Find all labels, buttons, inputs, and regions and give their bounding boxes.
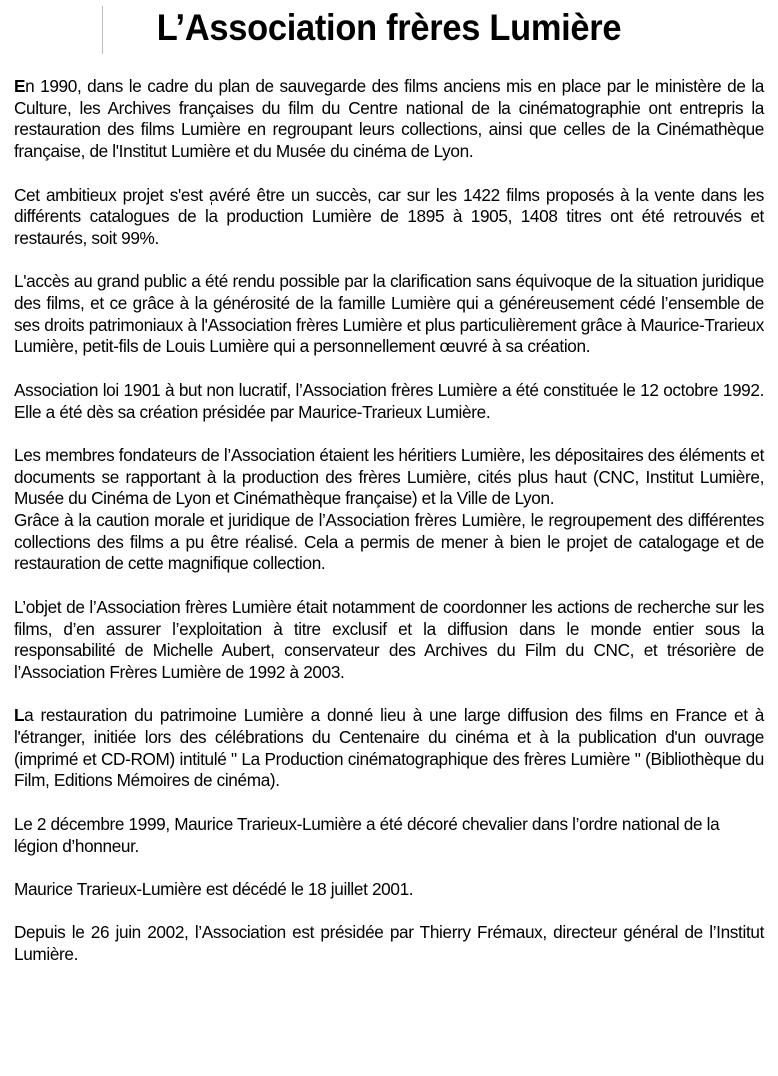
paragraph-founding-members bbox=[14, 445, 764, 510]
paragraph-text: Le 2 décembre 1999, Maurice Trarieux-Lumière a été décoré chevalier dans l’ordre national de la légion d’honneur. bbox=[14, 813, 720, 856]
paragraph-legion-honneur bbox=[14, 814, 764, 857]
paragraph-text: Association loi 1901 à but non lucratif, l’Association frères Lumière a été constituée le 12 octobre 1992. Elle a été dès sa création présidée par Maurice-Trarieux Lumière. bbox=[14, 379, 764, 422]
paragraph-project-success bbox=[14, 185, 764, 250]
paragraph-diffusion bbox=[14, 705, 764, 792]
paragraph-death bbox=[14, 879, 764, 901]
paragraph-text: L’objet de l’Association frères Lumière était notamment de coordonner les actions de recherche sur les films, d’en assurer l’exploitation à titre exclusif et la diffusion dans le monde entier sous la responsabilité de Michelle Aubert, conservateur des Archives du Film du CNC, et trésorière de l’Association Frères Lumière de 1992 à 2003. bbox=[14, 596, 764, 682]
paragraph-public-access bbox=[14, 271, 764, 358]
document-body bbox=[14, 76, 764, 966]
paragraph-text: Cet ambitieux projet s'est avéré être un succès, car sur les 1422 films proposés à la vente dans les différents catalogues de la production Lumière de 1895 à 1905, 1408 titres ont été retrouvés et restaurés, soit 99%. bbox=[14, 184, 764, 248]
paragraph-text: Depuis le 26 juin 2002, l’Association est présidée par Thierry Frémaux, directeur général de l’Institut Lumière. bbox=[14, 922, 764, 964]
paragraph-moral-guarantee bbox=[14, 510, 764, 575]
paragraph-text: Grâce à la caution morale et juridique de l’Association frères Lumière, le regroupement des différentes collections des films a pu être réalisé. Cela a permis de mener à bien le projet de catalogage et de restauration de cette magnifique collection. bbox=[14, 510, 764, 574]
paragraph-presidency-2002 bbox=[14, 922, 764, 965]
paragraph-text: n 1990, dans le cadre du plan de sauvegarde des films anciens mis en place par le ministère de la Culture, les Archives françaises du film du Centre national de la cinématographie ont entrepris la restauration des films Lumière en regroupant leurs collections, ainsi que celles de la Cinémathèque française, de l'Institut Lumière et du Musée du cinéma de Lyon. bbox=[14, 76, 764, 162]
paragraph-purpose bbox=[14, 597, 764, 684]
document-title: L’Association frères Lumière bbox=[156, 7, 622, 48]
paragraph-text: Les membres fondateurs de l’Association étaient les héritiers Lumière, les dépositaires des éléments et documents se rapportant à la production des frères Lumière, cités plus haut (CNC, Institut Lumière, Musée du Cinéma de Lyon et Cinémathèque française) et la Ville de Lyon. bbox=[14, 444, 764, 509]
bold-initial: E bbox=[14, 76, 26, 96]
paragraph-association-1901 bbox=[14, 380, 764, 423]
paragraph-restoration-1990 bbox=[14, 76, 764, 163]
paragraph-text: Maurice Trarieux-Lumière est décédé le 18 juillet 2001. bbox=[14, 878, 414, 899]
paragraph-text: L'accès au grand public a été rendu possible par la clarification sans équivoque de la situation juridique des films, et ce grâce à la générosité de la famille Lumière qui a généreusement cédé l’ensemble de ses droits patrimoniaux à l'Association frères Lumière et plus particulièrement grâce à Maurice-Trarieux Lumière, petit-fils de Louis Lumière qui a personnellement œuvré à sa création. bbox=[14, 271, 764, 357]
paragraph-text: a restauration du patrimoine Lumière a donné lieu à une large diffusion des films en France et à l'étranger, initiée lors des célébrations du Centenaire du cinéma et à la publication d'un ouvrage (imprimé et CD-ROM) intitulé " La Production cinématographique des frères Lumière " (Bibliothèque du Film, Editions Mémoires de cinéma). bbox=[14, 705, 764, 791]
bold-initial: L bbox=[14, 705, 25, 726]
